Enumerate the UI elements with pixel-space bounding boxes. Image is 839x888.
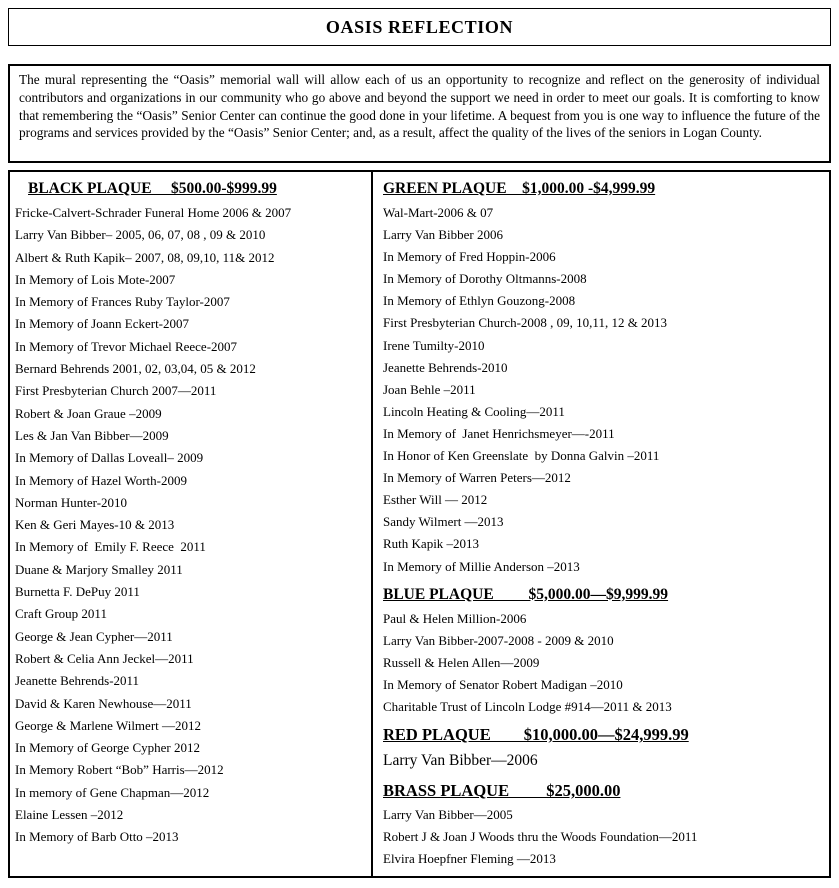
black-plaque-heading-text: BLACK PLAQUE $500.00-$999.99 (28, 180, 277, 197)
plaque-item: Larry Van Bibber-2007-2008 - 2009 & 2010 (383, 632, 614, 648)
plaque-item: Duane & Marjory Smalley 2011 (15, 561, 183, 577)
plaque-item: In Memory of Barb Otto –2013 (15, 829, 179, 845)
plaque-item: In Memory of Millie Anderson –2013 (383, 558, 580, 574)
plaque-item: In Memory of Ethlyn Gouzong-2008 (383, 293, 576, 309)
plaque-item: In Memory of Senator Robert Madigan –2010 (383, 676, 623, 692)
plaque-item: Fricke-Calvert-Schrader Funeral Home 2006 & 2007 (15, 205, 292, 220)
plaque-item: Charitable Trust of Lincoln Lodge #914—2011 & 2013 (383, 698, 672, 714)
plaque-item: In Memory Robert “Bob” Harris—2012 (15, 762, 224, 778)
plaque-item: Burnetta F. DePuy 2011 (15, 584, 140, 600)
plaque-item: In Memory of Lois Mote-2007 (15, 271, 176, 287)
plaque-item: Paul & Helen Million-2006 (383, 610, 527, 626)
plaque-lists-box (8, 170, 831, 878)
plaque-item: Wal-Mart-2006 & 07 (383, 205, 494, 220)
left-column (10, 172, 373, 876)
brass-plaque-heading-text: BRASS PLAQUE $25,000.00 (383, 781, 621, 801)
plaque-item: First Presbyterian Church-2008 , 09, 10,11, 12 & 2013 (383, 315, 668, 331)
plaque-item: Albert & Ruth Kapik– 2007, 08, 09,10, 11& 2012 (15, 249, 275, 265)
plaque-item: In Memory of Warren Peters—2012 (383, 470, 571, 486)
plaque-item: Jeanette Behrends-2010 (383, 359, 508, 375)
plaque-item: Sandy Wilmert —2013 (383, 514, 504, 530)
intro-box (8, 64, 831, 163)
plaque-item: First Presbyterian Church 2007—2011 (15, 383, 217, 399)
plaque-item: In Memory of Fred Hoppin-2006 (383, 249, 556, 265)
plaque-item: In Memory of Janet Henrichsmeyer—-2011 (383, 425, 615, 441)
brass-plaque-section (383, 780, 821, 870)
plaque-item: Robert J & Joan J Woods thru the Woods Foundation—2011 (383, 829, 698, 845)
plaque-item: Craft Group 2011 (15, 606, 107, 622)
red-plaque-list (383, 748, 821, 774)
black-plaque-list (15, 202, 363, 849)
plaque-item: Ruth Kapik –2013 (383, 536, 480, 552)
plaque-item: In Memory of George Cypher 2012 (15, 740, 200, 756)
plaque-item: Irene Tumilty-2010 (383, 337, 485, 353)
green-plaque-heading (383, 178, 821, 199)
green-plaque-heading-text: GREEN PLAQUE $1,000.00 -$4,999.99 (383, 180, 656, 197)
plaque-item: Larry Van Bibber—2005 (383, 807, 513, 823)
plaque-item: Lincoln Heating & Cooling—2011 (383, 403, 565, 419)
plaque-item: Elvira Hoepfner Fleming —2013 (383, 851, 556, 867)
right-column (373, 172, 829, 876)
plaque-item: Elaine Lessen –2012 (15, 807, 124, 823)
plaque-item: Larry Van Bibber—2006 (383, 752, 538, 770)
blue-plaque-heading-text: BLUE PLAQUE $5,000.00—$9,999.99 (383, 585, 669, 603)
brass-plaque-list (383, 804, 821, 870)
plaque-item: In Memory of Hazel Worth-2009 (15, 472, 188, 488)
plaque-item: Robert & Celia Ann Jeckel—2011 (15, 650, 194, 666)
red-plaque-heading (383, 724, 821, 745)
plaque-item: Russell & Helen Allen—2009 (383, 654, 540, 670)
black-plaque-heading (15, 178, 363, 199)
black-plaque-section (15, 178, 363, 849)
plaque-item: In Memory of Dallas Loveall– 2009 (15, 450, 204, 466)
red-plaque-section (383, 724, 821, 774)
plaque-item: Jeanette Behrends-2011 (15, 673, 140, 689)
plaque-item: Esther Will — 2012 (383, 492, 488, 508)
plaque-item: Bernard Behrends 2001, 02, 03,04, 05 & 2012 (15, 361, 256, 377)
plaque-item: Norman Hunter-2010 (15, 494, 128, 510)
title-box (8, 8, 831, 46)
plaque-item: Larry Van Bibber 2006 (383, 227, 503, 243)
green-plaque-section (383, 178, 821, 578)
blue-plaque-heading (383, 584, 821, 605)
blue-plaque-list (383, 608, 821, 718)
red-plaque-heading-text: RED PLAQUE $10,000.00—$24,999.99 (383, 725, 689, 745)
plaque-item: Robert & Joan Graue –2009 (15, 405, 162, 421)
plaque-item: In Honor of Ken Greenslate by Donna Galvin –2011 (383, 448, 660, 464)
plaque-item: David & Karen Newhouse—2011 (15, 695, 192, 711)
intro-paragraph: The mural representing the “Oasis” memorial wall will allow each of us an opportunity to recognize and reflect on the generosity of individual contributors and organizations in our community who go above and beyond the support we need in order to meet our goals. It is comforting to know that remembering the “Oasis” Senior Center can continue the good done in your lifetime. A bequest from you is one way to influence the future of the programs and services provided by the “Oasis” Senior Center; and, as a result, affect the quality of the lives of the seniors in Logan County. (19, 72, 820, 141)
page-title: OASIS REFLECTION (325, 16, 514, 37)
plaque-item: In Memory of Joann Eckert-2007 (15, 316, 190, 332)
blue-plaque-section (383, 584, 821, 718)
plaque-item: Joan Behle –2011 (383, 381, 476, 397)
green-plaque-list (383, 202, 821, 578)
plaque-item: In memory of Gene Chapman—2012 (15, 784, 210, 800)
plaque-item: In Memory of Trevor Michael Reece-2007 (15, 338, 238, 354)
plaque-item: In Memory of Emily F. Reece 2011 (15, 539, 206, 555)
plaque-item: George & Marlene Wilmert —2012 (15, 717, 202, 733)
plaque-item: Larry Van Bibber– 2005, 06, 07, 08 , 09 & 2010 (15, 227, 266, 243)
plaque-item: In Memory of Dorothy Oltmanns-2008 (383, 271, 587, 287)
plaque-item: George & Jean Cypher—2011 (15, 628, 173, 644)
plaque-item: Les & Jan Van Bibber—2009 (15, 427, 169, 443)
plaque-item: Ken & Geri Mayes-10 & 2013 (15, 517, 175, 533)
brass-plaque-heading (383, 780, 821, 801)
plaque-item: In Memory of Frances Ruby Taylor-2007 (15, 294, 230, 310)
